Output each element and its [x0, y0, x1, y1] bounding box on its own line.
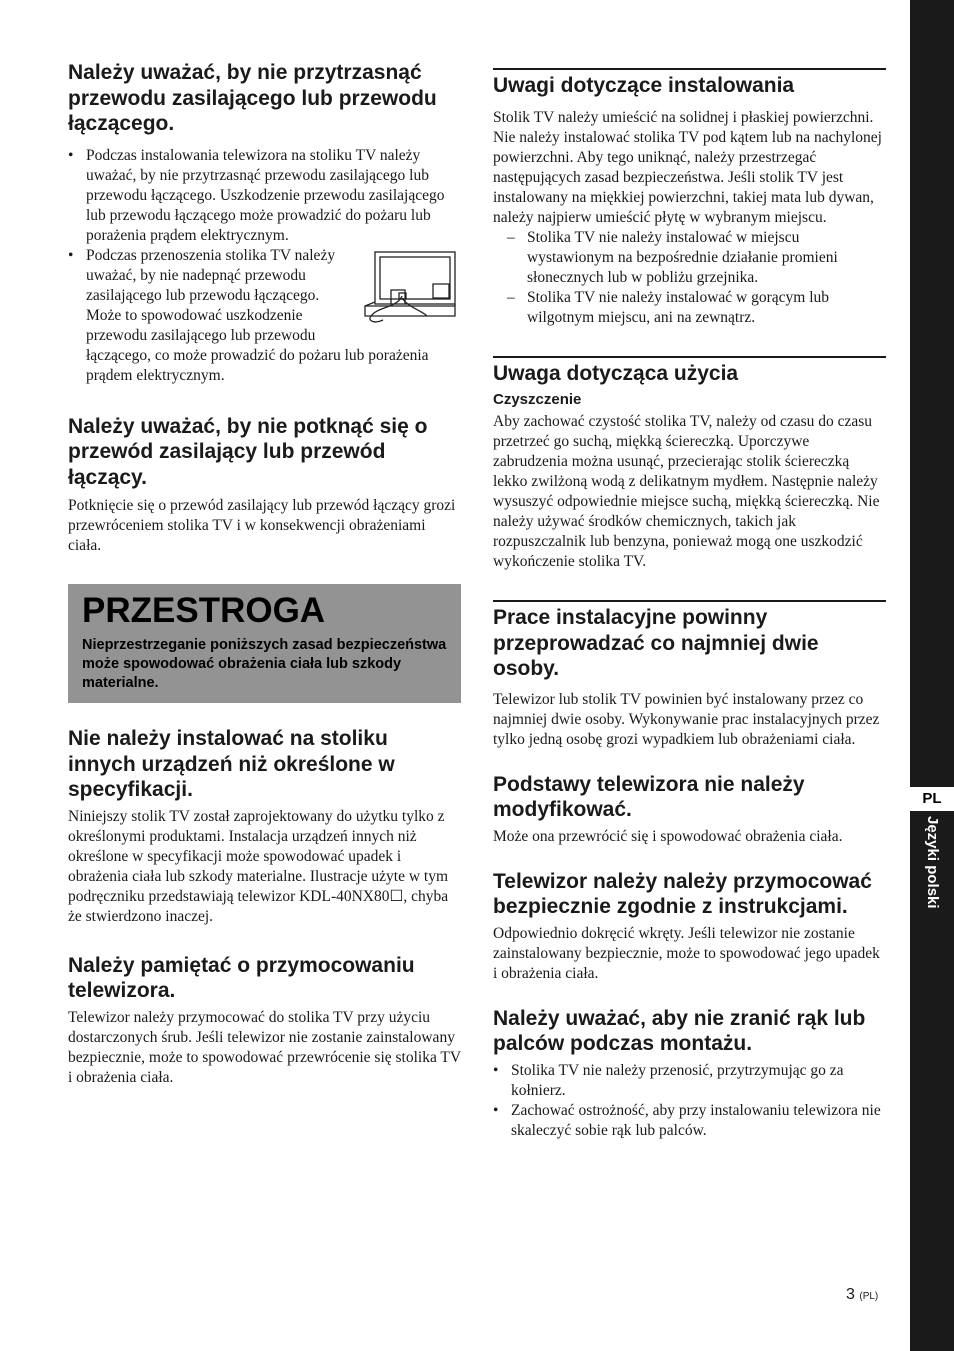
bullet-text: Podczas przenoszenia stolika TV należy uważać, by nie nadepnąć przewodu zasilającego lub przewodu łączącego. Może to spowodować uszkodzenie przewodu zasilającego lub przewodu łączącego, co może prowadzić do pożaru lub porażenia prądem elektrycznym.: [86, 246, 429, 384]
paragraph: Może ona przewrócić się i spowodować obrażenia ciała.: [493, 827, 843, 845]
paragraph: Telewizor należy przymocować do stolika TV przy użyciu dostarczonych śrub. Jeśli telewizor nie zostanie zainstalowany bezpiecznie, może to spowodować przewrócenie się stolika TV i obrażenia ciała.: [68, 1008, 461, 1086]
dash-item: – Stolika TV nie należy instalować w miejscu wystawionym na bezpośrednie działanie promieni słonecznych lub w pobliżu grzejnika.: [527, 228, 886, 288]
paragraph: Telewizor lub stolik TV powinien być instalowany przez co najmniej dwie osoby. Wykonywanie prac instalacyjnych przez tylko jedną osobę grozi wypadkiem lub obrażeniami ciała.: [493, 690, 880, 748]
paragraph: Niniejszy stolik TV został zaprojektowany do użytku tylko z określonymi produktami. Instalacja urządzeń innych niż określone w specyfikacji może spowodować upadek i obrażenia ciała lub szkody materialne. Ilustracje użyte w tym podręczniku przedstawiają telewizor KDL-40NX80☐, chyba że stwierdzono inaczej.: [68, 807, 449, 925]
warning-text: Nieprzestrzeganie poniższych zasad bezpieczeństwa może spowodować obrażenia ciała lub szkody materialne.: [82, 637, 447, 691]
left-column: [68, 60, 461, 1088]
bullet-list: [493, 1061, 886, 1141]
bullet-item: • Stolika TV nie należy przenosić, przytrzymując go za kołnierz.: [493, 1061, 886, 1101]
section-heading: Prace instalacyjne powinny przeprowadzać co najmniej dwie osoby.: [493, 606, 819, 680]
right-column: [493, 68, 886, 1141]
section-heading: Należy uważać, by nie przytrzasnąć przewodu zasilającego lub przewodu łączącego.: [68, 61, 437, 135]
bullet-item: • Podczas instalowania telewizora na stoliku TV należy uważać, by nie przytrzasnąć przewodu zasilającego lub przewodu łączącego. Uszkodzenie przewodu zasilającego lub przewodu łączącego może prowadzić do pożaru lub porażenia prądem elektrycznym.: [68, 146, 461, 246]
section-heading: Nie należy instalować na stoliku innych urządzeń niż określone w specyfikacji.: [68, 727, 395, 801]
dash-list: [493, 228, 886, 328]
page-number-suffix: (PL): [859, 1291, 879, 1302]
bullet-item: • Zachować ostrożność, aby przy instalowaniu telewizora nie skaleczyć sobie rąk lub palców.: [493, 1101, 886, 1141]
section-heading: Telewizor należy należy przymocować bezpiecznie zgodnie z instrukcjami.: [493, 869, 872, 918]
dash-item: – Stolika TV nie należy instalować w gorącym lub wilgotnym miejscu, ani na zewnątrz.: [527, 288, 886, 328]
paragraph: Odpowiednio dokręcić wkręty. Jeśli telewizor nie zostanie zainstalowany bezpiecznie, może to spowodować jego upadek i obrażenia ciała.: [493, 924, 880, 982]
language-label: Języki polski: [924, 816, 941, 909]
tv-stand-cable-illustration: [361, 246, 461, 326]
paragraph: Potknięcie się o przewód zasilający lub przewód łączący grozi przewróceniem stolika TV i w konsekwencji obrażeniami ciała.: [68, 497, 456, 554]
bullet-item: [68, 246, 461, 386]
language-badge: PL: [910, 787, 954, 811]
bullet-list: [68, 146, 461, 386]
section-rule: [493, 68, 886, 99]
section-heading: Należy uważać, by nie potknąć się o przewód zasilający lub przewód łączący.: [68, 414, 428, 489]
subheading: Czyszczenie: [493, 391, 582, 408]
warning-box: [68, 584, 461, 703]
section-heading: Uwaga dotycząca użycia: [493, 361, 739, 385]
page-number: [846, 1286, 878, 1304]
page-number-value: 3: [846, 1286, 855, 1303]
section-heading: Należy pamiętać o przymocowaniu telewizora.: [68, 953, 415, 1002]
language-sidebar: [910, 0, 954, 1351]
paragraph: Aby zachować czystość stolika TV, należy od czasu do czasu przetrzeć go suchą, miękką ściereczką. Uporczywe zabrudzenia można usunąć, przecierając stolik ściereczką lekko zwilżoną wodą z delikatnym mydłem. Następnie należy wysuszyć odpowiednie miejsce suchą, miękką ściereczką. Nie należy używać środków chemicznych, takich jak rozpuszczalnik lub benzyna, ponieważ mogą one uszkodzić wykończenie stolika TV.: [493, 413, 880, 570]
section-rule: [493, 600, 886, 682]
section-rule: [493, 356, 886, 387]
paragraph: Stolik TV należy umieścić na solidnej i płaskiej powierzchni. Nie należy instalować stolika TV pod kątem lub na nachylonej powierzchni. Aby tego uniknąć, należy przestrzegać następujących zasad bezpieczeństwa. Jeśli stolik TV jest instalowany na miękkiej powierzchni, takiej mata lub dywan, należy najpierw umieścić płytę w wybranym miejscu.: [493, 108, 882, 226]
section-heading: Podstawy telewizora nie należy modyfikować.: [493, 772, 805, 821]
section-heading: Należy uważać, aby nie zranić rąk lub palców podczas montażu.: [493, 1006, 866, 1055]
warning-title: PRZESTROGA: [82, 591, 326, 630]
section-heading: Uwagi dotyczące instalowania: [493, 74, 795, 97]
